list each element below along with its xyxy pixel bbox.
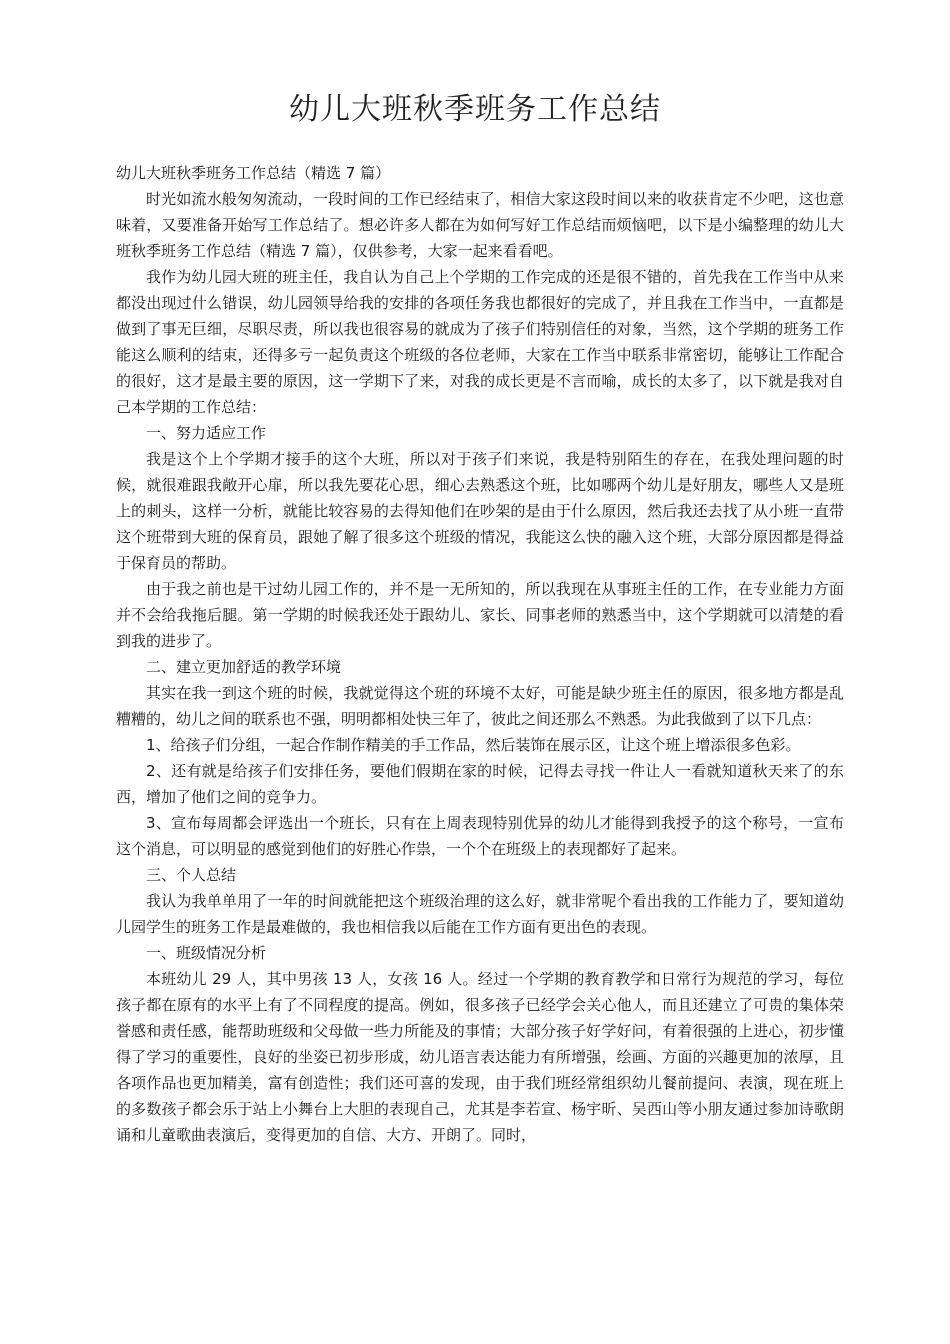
body-paragraph: 其实在我一到这个班的时候，我就觉得这个班的环境不太好，可能是缺少班主任的原因，很多地方都是乱糟糟的，幼儿之间的联系也不强，明明都相处快三年了，彼此之间还那么不熟悉。为此我做到了以下几点： [116, 684, 844, 728]
body-paragraph: 本班幼儿 29 人，其中男孩 13 人，女孩 16 人。经过一个学期的教育教学和日常行为规范的学习，每位孩子都在原有的水平上有了不同程度的提高。例如，很多孩子已经学会关心他人，而且还建立了可贵的集体荣誉感和责任感，能帮助班级和父母做一些力所能及的事情；大部分孩子好学好问，有着很强的上进心，初步懂得了学习的重要性，良好的坐姿已初步形成，幼儿语言表达能力有所增强，绘画、方面的兴趣更加的浓厚，且各项作品也更加精美，富有创造性；我们还可喜的发现，由于我们班经常组织幼儿餐前提问、表演，现在班上的多数孩子都会乐于站上小舞台上大胆的表现自己，尤其是李若宣、杨宇昕、吴西山等小朋友通过参加诗歌朗诵和儿童歌曲表演后，变得更加的自信、大方、开朗了。同时， [116, 970, 844, 1144]
body-paragraph: 二、建立更加舒适的教学环境 [146, 658, 342, 676]
body-paragraph: 我作为幼儿园大班的班主任，我自认为自己上个学期的工作完成的还是很不错的，首先我在工作当中从来都没出现过什么错误，幼儿园领导给我的安排的各项任务我也都很好的完成了，并且我在工作当中，一直都是做到了事无巨细，尽职尽责，所以我也很容易的就成为了孩子们特别信任的对象，当然，这个学期的班务工作能这么顺利的结束，还得多亏一起负责这个班级的各位老师，大家在工作当中联系非常密切，能够让工作配合的很好，这才是最主要的原因，这一学期下了来，对我的成长更是不言而喻，成长的太多了，以下就是我对自己本学期的工作总结： [116, 268, 844, 416]
body-paragraph: 2、还有就是给孩子们安排任务，要他们假期在家的时候，记得去寻找一件让人一看就知道秋天来了的东西，增加了他们之间的竞争力。 [116, 762, 844, 806]
body-paragraph: 3、宣布每周都会评选出一个班长，只有在上周表现特别优异的幼儿才能得到我授予的这个称号，一宣布这个消息，可以明显的感觉到他们的好胜心作祟，一个个在班级上的表现都好了起来。 [116, 814, 844, 858]
body-paragraph: 三、个人总结 [146, 866, 237, 884]
body-paragraph: 1、给孩子们分组，一起合作制作精美的手工作品，然后装饰在展示区，让这个班上增添很多色彩。 [146, 736, 801, 754]
body-paragraph: 时光如流水般匆匆流动，一段时间的工作已经结束了，相信大家这段时间以来的收获肯定不少吧，这也意味着，又要准备开始写工作总结了。想必许多人都在为如何写好工作总结而烦恼吧，以下是小编整理的幼儿大班秋季班务工作总结（精选 7 篇），仅供参考，大家一起来看看吧。 [116, 190, 844, 260]
document-subtitle: 幼儿大班秋季班务工作总结（精选 7 篇） [116, 164, 391, 182]
body-paragraph: 我认为我单单用了一年的时间就能把这个班级治理的这么好，就非常呢个看出我的工作能力了，要知道幼儿园学生的班务工作是最难做的，我也相信我以后能在工作方面有更出色的表现。 [116, 892, 844, 936]
body-paragraph: 一、努力适应工作 [146, 424, 267, 442]
document-body [116, 160, 844, 1148]
body-paragraph: 我是这个上个学期才接手的这个大班，所以对于孩子们来说，我是特别陌生的存在，在我处理问题的时候，就很难跟我敞开心扉，所以我先要花心思，细心去熟悉这个班，比如哪两个幼儿是好朋友，哪些人又是班上的刺头，这样一分析，就能比较容易的去得知他们在吵架的是由于什么原因，然后我还去找了从小班一直带这个班带到大班的保育员，跟她了解了很多这个班级的情况，我能这么快的融入这个班，大部分原因都是得益于保育员的帮助。 [116, 450, 844, 572]
body-paragraph: 由于我之前也是干过幼儿园工作的，并不是一无所知的，所以我现在从事班主任的工作，在专业能力方面并不会给我拖后腿。第一学期的时候我还处于跟幼儿、家长、同事老师的熟悉当中，这个学期就可以清楚的看到我的进步了。 [116, 580, 844, 650]
body-paragraph: 一、班级情况分析 [146, 944, 267, 962]
document-title: 幼儿大班秋季班务工作总结 [289, 92, 661, 127]
